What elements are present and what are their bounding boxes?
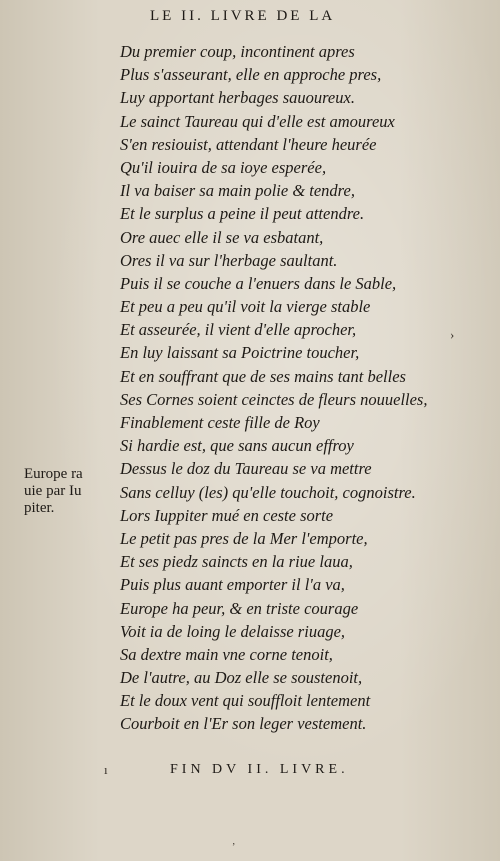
verse-line: Qu'il iouira de sa ioye esperée, xyxy=(120,157,327,177)
verse-line: Europe ha peur, & en triste courage xyxy=(120,598,359,618)
verse-line: Sa dextre main vne corne tenoit, xyxy=(120,644,333,664)
verse-line: Finablement ceste fille de Roy xyxy=(120,413,320,432)
verse-line: Ses Cornes soient ceinctes de fleurs nouuelles, xyxy=(120,389,428,409)
margin-mark-right: › xyxy=(450,327,455,342)
book-end-colophon: FIN DV II. LIVRE. xyxy=(170,762,349,777)
margin-mark-left: ı xyxy=(104,762,108,777)
verse-line: Et ses piedz saincts en la riue laua, xyxy=(120,552,353,572)
verse-line: Et en souffrant que de ses mains tant belles xyxy=(120,366,406,386)
verse-line: Plus s'asseurant, elle en approche pres, xyxy=(120,65,382,85)
verse-line: Le sainct Taureau qui d'elle est amoureux xyxy=(120,111,395,131)
marginal-note-line: Europe ra xyxy=(24,466,83,482)
verse-line: Du premier coup, incontinent apres xyxy=(120,42,355,61)
verse-line: Si hardie est, que sans aucun effroy xyxy=(120,436,354,456)
verse-line: Et peu a peu qu'il voit la vierge stable xyxy=(120,297,371,317)
verse-line: Puis plus auant emporter il l'a va, xyxy=(120,575,345,595)
verse-line: Il va baiser sa main polie & tendre, xyxy=(120,181,355,201)
verse-line: Sans celluy (les) qu'elle touchoit, cognoistre. xyxy=(120,482,416,502)
verse-line: Et asseurée, il vient d'elle aprocher, xyxy=(120,320,357,340)
verse-line: Voit ia de loing le delaisse riuage, xyxy=(120,621,346,641)
verse-line: S'en resiouist, attendant l'heure heurée xyxy=(120,134,377,154)
marginal-note xyxy=(24,466,114,517)
verse-line: De l'autre, au Doz elle se soustenoit, xyxy=(120,668,363,688)
verse-line: Puis il se couche a l'enuers dans le Sable, xyxy=(120,273,397,293)
verse-line: Le petit pas pres de la Mer l'emporte, xyxy=(120,528,368,548)
marginal-note-line: piter. xyxy=(24,500,55,516)
verse-line: En luy laissant sa Poictrine toucher, xyxy=(120,343,360,363)
verse-line: Et le surplus a peine il peut attendre. xyxy=(120,204,365,224)
verse-line: Et le doux vent qui souffloit lentement xyxy=(120,691,371,711)
verse-line: Luy apportant herbages sauoureux. xyxy=(120,88,355,108)
verse-line: Lors Iuppiter mué en ceste sorte xyxy=(120,505,334,525)
verse-line: Ore auec elle il se va esbatant, xyxy=(120,227,324,247)
verse-line: Ores il va sur l'herbage saultant. xyxy=(120,250,338,270)
verse-line: Courboit en l'Er son leger vestement. xyxy=(120,714,367,734)
marginal-note-line: uie par Iu xyxy=(24,483,82,499)
margin-mark-bottom: ʼ xyxy=(232,842,236,853)
running-header: LE II. LIVRE DE LA xyxy=(150,8,336,24)
verse-line: Dessus le doz du Taureau se va mettre xyxy=(120,459,372,479)
verse-block xyxy=(120,40,500,736)
